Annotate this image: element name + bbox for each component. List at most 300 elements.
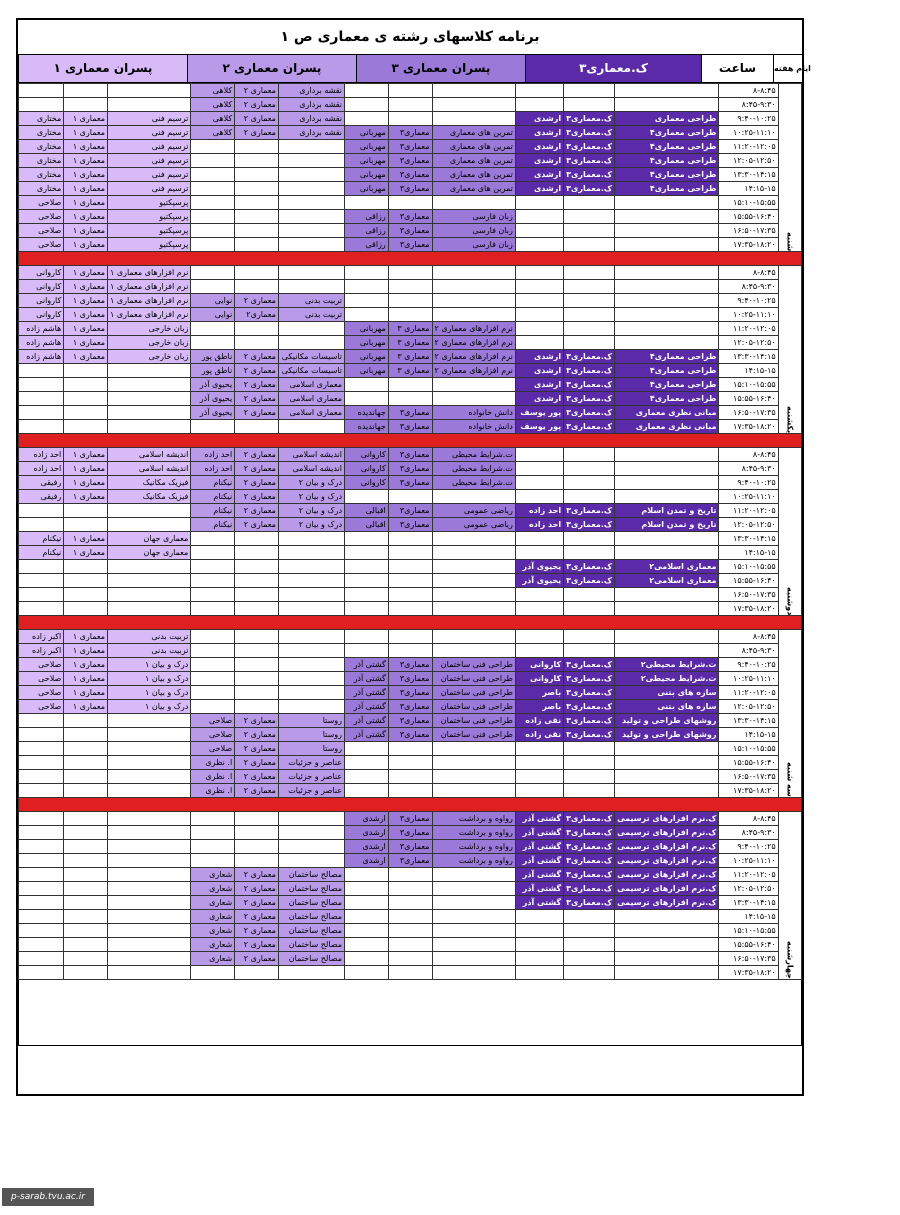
g4-cell: ک.معماری۳ bbox=[564, 574, 615, 588]
g2-cell bbox=[278, 700, 344, 714]
table-row bbox=[19, 168, 802, 182]
g2-cell: معماری اسلامی bbox=[278, 406, 344, 420]
g3-cell: معماری۳ bbox=[388, 182, 432, 196]
g3-cell: گشتی آذر bbox=[345, 714, 389, 728]
g3-cell bbox=[388, 84, 432, 98]
g3-cell bbox=[432, 868, 515, 882]
g3-cell bbox=[388, 378, 432, 392]
g3-cell bbox=[388, 742, 432, 756]
g4-cell bbox=[615, 210, 719, 224]
g1-cell bbox=[19, 896, 64, 910]
time-slot: ۱۳:۳۰-۱۴:۱۵ bbox=[719, 168, 778, 182]
g3-cell bbox=[432, 742, 515, 756]
g3-cell bbox=[345, 952, 389, 966]
g4-cell bbox=[615, 644, 719, 658]
g2-cell: یحیوی آذر bbox=[191, 406, 235, 420]
g4-cell bbox=[615, 784, 719, 798]
g1-cell bbox=[64, 364, 108, 378]
notes-area bbox=[19, 980, 802, 1046]
table-row bbox=[19, 490, 802, 504]
time-slot: ۱۳:۳۰-۱۴:۱۵ bbox=[719, 532, 778, 546]
g4-cell: ک.معماری۳ bbox=[564, 672, 615, 686]
g2-cell bbox=[278, 546, 344, 560]
g3-cell bbox=[432, 98, 515, 112]
g1-cell: معماری ۱ bbox=[64, 490, 108, 504]
g1-cell: پرسپکتیو bbox=[108, 196, 191, 210]
g4-cell bbox=[615, 910, 719, 924]
g4-cell bbox=[564, 952, 615, 966]
g3-cell: نرم افزارهای معماری ۲ bbox=[432, 364, 515, 378]
g2-cell bbox=[235, 658, 279, 672]
g2-cell bbox=[191, 420, 235, 434]
site-watermark: p-sarab.tvu.ac.ir bbox=[2, 1188, 94, 1206]
g4-cell: ک.معماری۳ bbox=[564, 182, 615, 196]
g3-cell bbox=[432, 546, 515, 560]
g2-cell: معماری ۲ bbox=[235, 742, 279, 756]
g2-cell bbox=[235, 644, 279, 658]
g1-cell: صلاحی bbox=[19, 686, 64, 700]
g2-cell bbox=[191, 140, 235, 154]
g3-cell: مهربانی bbox=[345, 168, 389, 182]
time-slot: ۱۳:۳۰-۱۴:۱۵ bbox=[719, 350, 778, 364]
g4-cell bbox=[615, 630, 719, 644]
g2-cell: یحیوی آذر bbox=[191, 378, 235, 392]
table-row bbox=[19, 238, 802, 252]
g3-cell bbox=[345, 588, 389, 602]
g4-cell: ک.معماری۳ bbox=[564, 112, 615, 126]
header-g2: پسران معماری ۲ bbox=[187, 55, 356, 83]
g3-cell: معماری۳ bbox=[388, 518, 432, 532]
g1-cell: معماری ۱ bbox=[64, 350, 108, 364]
g4-cell bbox=[515, 294, 563, 308]
g4-cell: معماری اسلامی۲ bbox=[615, 574, 719, 588]
g2-cell: صلاحی bbox=[191, 742, 235, 756]
g2-cell: معماری ۲ bbox=[235, 112, 279, 126]
time-slot: ۱۷:۳۵-۱۸:۲۰ bbox=[719, 420, 778, 434]
time-slot: ۱۵:۵۵-۱۶:۴۰ bbox=[719, 210, 778, 224]
g3-cell bbox=[432, 882, 515, 896]
table-row bbox=[19, 98, 802, 112]
g3-cell bbox=[432, 644, 515, 658]
g3-cell bbox=[345, 602, 389, 616]
g2-cell bbox=[278, 322, 344, 336]
g2-cell: معماری ۲ bbox=[235, 868, 279, 882]
time-slot: ۱۵:۵۵-۱۶:۴۰ bbox=[719, 574, 778, 588]
g3-cell bbox=[345, 770, 389, 784]
header-days: ایام هفته bbox=[773, 55, 802, 83]
g3-cell bbox=[388, 588, 432, 602]
g2-cell: شعاری bbox=[191, 896, 235, 910]
time-slot: ۱۶:۵۰-۱۷:۳۵ bbox=[719, 770, 778, 784]
g4-cell bbox=[515, 756, 563, 770]
g3-cell: معماری ۳ bbox=[388, 364, 432, 378]
g1-cell bbox=[108, 882, 191, 896]
g1-cell: ترسیم فنی bbox=[108, 140, 191, 154]
g3-cell: معماری۳ bbox=[388, 728, 432, 742]
g1-cell: رفیقی bbox=[19, 476, 64, 490]
g2-cell bbox=[278, 532, 344, 546]
time-slot: ۱۷:۳۵-۱۸:۲۰ bbox=[719, 238, 778, 252]
g1-cell: کاروانی bbox=[19, 294, 64, 308]
g1-cell: احد زاده bbox=[19, 462, 64, 476]
g3-cell: جهاندیده bbox=[345, 406, 389, 420]
g4-cell bbox=[564, 546, 615, 560]
g4-cell bbox=[515, 336, 563, 350]
g2-cell bbox=[278, 238, 344, 252]
g1-cell bbox=[64, 910, 108, 924]
table-row bbox=[19, 728, 802, 742]
g3-cell bbox=[388, 546, 432, 560]
g4-cell bbox=[564, 910, 615, 924]
table-row bbox=[19, 266, 802, 280]
g4-cell: معماری اسلامی۲ bbox=[615, 560, 719, 574]
g2-cell bbox=[191, 602, 235, 616]
g4-cell bbox=[615, 756, 719, 770]
g3-cell: رزاقی bbox=[345, 210, 389, 224]
g3-cell bbox=[432, 294, 515, 308]
g2-cell: مصالح ساختمان bbox=[278, 896, 344, 910]
g3-cell: گشتی آذر bbox=[345, 672, 389, 686]
g4-cell bbox=[564, 756, 615, 770]
time-slot: ۱۵:۱۰-۱۵:۵۵ bbox=[719, 742, 778, 756]
g1-cell bbox=[19, 420, 64, 434]
g2-cell bbox=[191, 224, 235, 238]
g3-cell bbox=[432, 952, 515, 966]
g4-cell bbox=[564, 966, 615, 980]
g4-cell: ک.معماری۳ bbox=[564, 700, 615, 714]
g2-cell bbox=[235, 854, 279, 868]
g2-cell bbox=[278, 812, 344, 826]
time-slot: ۱۳:۳۰-۱۴:۱۵ bbox=[719, 896, 778, 910]
g3-cell bbox=[388, 490, 432, 504]
g2-cell bbox=[278, 182, 344, 196]
time-slot: ۱۴:۱۵-۱۵ bbox=[719, 364, 778, 378]
g3-cell bbox=[432, 266, 515, 280]
g4-cell bbox=[515, 84, 563, 98]
g1-cell bbox=[64, 770, 108, 784]
g1-cell bbox=[64, 882, 108, 896]
g1-cell bbox=[64, 966, 108, 980]
g2-cell bbox=[278, 630, 344, 644]
g4-cell: طراحی معماری۴ bbox=[615, 154, 719, 168]
time-slot: ۱۵:۵۵-۱۶:۴۰ bbox=[719, 392, 778, 406]
g2-cell: معماری ۲ bbox=[235, 84, 279, 98]
g1-cell bbox=[108, 504, 191, 518]
g2-cell bbox=[278, 224, 344, 238]
g4-cell: ک.معماری۳ bbox=[564, 560, 615, 574]
g2-cell: ناطق پور bbox=[191, 350, 235, 364]
g2-cell bbox=[235, 588, 279, 602]
g2-cell bbox=[191, 532, 235, 546]
table-row bbox=[19, 126, 802, 140]
page-title: برنامه کلاسهای رشته ی معماری ص ۱ bbox=[18, 20, 802, 55]
g1-cell: معماری ۱ bbox=[64, 182, 108, 196]
g2-cell bbox=[191, 238, 235, 252]
g1-cell bbox=[64, 378, 108, 392]
table-row bbox=[19, 392, 802, 406]
g4-cell bbox=[564, 476, 615, 490]
day-label: چهارشنبه bbox=[778, 812, 801, 980]
g2-cell: روستا bbox=[278, 742, 344, 756]
g4-cell bbox=[515, 644, 563, 658]
g4-cell bbox=[564, 84, 615, 98]
g2-cell: معماری ۲ bbox=[235, 714, 279, 728]
g3-cell bbox=[345, 112, 389, 126]
g1-cell bbox=[19, 574, 64, 588]
g2-cell: درک و بیان ۲ bbox=[278, 490, 344, 504]
g2-cell: معماری ۲ bbox=[235, 490, 279, 504]
g1-cell: ترسیم فنی bbox=[108, 154, 191, 168]
g1-cell bbox=[19, 98, 64, 112]
g2-cell: نیکنام bbox=[191, 504, 235, 518]
table-row bbox=[19, 532, 802, 546]
g4-cell bbox=[515, 266, 563, 280]
table-row bbox=[19, 854, 802, 868]
g1-cell bbox=[64, 728, 108, 742]
g4-cell bbox=[515, 476, 563, 490]
g3-cell: معماری۳ bbox=[388, 504, 432, 518]
g2-cell bbox=[235, 560, 279, 574]
g1-cell bbox=[64, 518, 108, 532]
g1-cell: کاروانی bbox=[19, 266, 64, 280]
table-row bbox=[19, 210, 802, 224]
g2-cell: نوایی bbox=[191, 294, 235, 308]
time-slot: ۱۶:۵۰-۱۷:۳۵ bbox=[719, 406, 778, 420]
g1-cell bbox=[64, 84, 108, 98]
g4-cell bbox=[515, 210, 563, 224]
g1-cell bbox=[19, 518, 64, 532]
g3-cell bbox=[388, 644, 432, 658]
table-row bbox=[19, 336, 802, 350]
g4-cell: ک.نرم افزارهای ترسیمی bbox=[615, 826, 719, 840]
time-slot: ۱۲:۰۵-۱۲:۵۰ bbox=[719, 882, 778, 896]
g4-cell: طراحی معماری۴ bbox=[615, 126, 719, 140]
g4-cell: پور یوسف bbox=[515, 406, 563, 420]
g4-cell: باصر bbox=[515, 686, 563, 700]
g3-cell bbox=[345, 560, 389, 574]
g4-cell: ارشدی bbox=[515, 140, 563, 154]
g1-cell bbox=[108, 588, 191, 602]
table-row bbox=[19, 588, 802, 602]
g2-cell: معماری ۲ bbox=[235, 378, 279, 392]
g3-cell: معماری ۳ bbox=[388, 322, 432, 336]
g4-cell bbox=[564, 294, 615, 308]
g2-cell bbox=[191, 588, 235, 602]
g2-cell: درک و بیان ۲ bbox=[278, 518, 344, 532]
g1-cell bbox=[19, 728, 64, 742]
time-slot: ۱۰:۲۵-۱۱:۱۰ bbox=[719, 490, 778, 504]
day-separator bbox=[19, 252, 802, 266]
time-slot: ۱۵:۱۰-۱۵:۵۵ bbox=[719, 560, 778, 574]
g4-cell bbox=[564, 784, 615, 798]
table-row bbox=[19, 504, 802, 518]
g1-cell bbox=[19, 938, 64, 952]
g4-cell bbox=[615, 448, 719, 462]
time-slot: ۸-۸:۴۵ bbox=[719, 812, 778, 826]
table-row bbox=[19, 182, 802, 196]
g3-cell bbox=[432, 308, 515, 322]
time-slot: ۱۵:۵۵-۱۶:۴۰ bbox=[719, 938, 778, 952]
g2-cell bbox=[235, 168, 279, 182]
g2-cell: مصالح ساختمان bbox=[278, 952, 344, 966]
g3-cell bbox=[432, 560, 515, 574]
g4-cell bbox=[564, 266, 615, 280]
g2-cell: مصالح ساختمان bbox=[278, 910, 344, 924]
g3-cell: معماری۳ bbox=[388, 210, 432, 224]
g1-cell bbox=[64, 588, 108, 602]
table-row bbox=[19, 112, 802, 126]
g4-cell: احد زاده bbox=[515, 518, 563, 532]
g2-cell bbox=[235, 812, 279, 826]
g2-cell: یحیوی آذر bbox=[191, 392, 235, 406]
g3-cell: ت.شرایط محیطی bbox=[432, 448, 515, 462]
g2-cell bbox=[191, 196, 235, 210]
g1-cell: فیزیک مکانیک bbox=[108, 476, 191, 490]
g2-cell: ا. نظری bbox=[191, 756, 235, 770]
g4-cell: ک.نرم افزارهای ترسیمی bbox=[615, 868, 719, 882]
g4-cell: روشهای طراحی و تولید bbox=[615, 728, 719, 742]
g3-cell bbox=[432, 392, 515, 406]
g1-cell bbox=[19, 784, 64, 798]
g4-cell: ک.معماری۳ bbox=[564, 350, 615, 364]
g2-cell bbox=[235, 574, 279, 588]
g2-cell: شعاری bbox=[191, 938, 235, 952]
g3-cell: گشتی آذر bbox=[345, 658, 389, 672]
time-slot: ۱۷:۳۵-۱۸:۲۰ bbox=[719, 602, 778, 616]
g2-cell bbox=[278, 196, 344, 210]
g3-cell: معماری۳ bbox=[388, 826, 432, 840]
time-slot: ۱۴:۱۵-۱۵ bbox=[719, 182, 778, 196]
g1-cell: معماری ۱ bbox=[64, 546, 108, 560]
g3-cell bbox=[345, 868, 389, 882]
g3-cell: تمرین های معماری bbox=[432, 140, 515, 154]
g1-cell bbox=[19, 756, 64, 770]
g2-cell bbox=[235, 140, 279, 154]
g2-cell bbox=[235, 686, 279, 700]
g3-cell: کاروانی bbox=[345, 476, 389, 490]
g2-cell bbox=[235, 546, 279, 560]
g4-cell bbox=[515, 630, 563, 644]
g1-cell bbox=[64, 784, 108, 798]
g4-cell: ارشدی bbox=[515, 126, 563, 140]
g1-cell bbox=[19, 742, 64, 756]
g3-cell: رواوه و برداشت bbox=[432, 854, 515, 868]
g3-cell bbox=[345, 644, 389, 658]
g4-cell: طراحی معماری۴ bbox=[615, 378, 719, 392]
g2-cell bbox=[235, 826, 279, 840]
g4-cell bbox=[564, 224, 615, 238]
g3-cell bbox=[345, 546, 389, 560]
day-label: یکشنبه bbox=[778, 266, 801, 434]
g3-cell: زبان فارسی bbox=[432, 224, 515, 238]
g1-cell: نیکنام bbox=[19, 532, 64, 546]
time-slot: ۹:۴۰-۱۰:۲۵ bbox=[719, 476, 778, 490]
g3-cell bbox=[345, 742, 389, 756]
table-row bbox=[19, 350, 802, 364]
time-slot: ۹:۴۰-۱۰:۲۵ bbox=[719, 840, 778, 854]
g4-cell: ارشدی bbox=[515, 182, 563, 196]
g1-cell: معماری ۱ bbox=[64, 476, 108, 490]
g1-cell bbox=[108, 392, 191, 406]
g2-cell: مصالح ساختمان bbox=[278, 924, 344, 938]
g1-cell: مختاری bbox=[19, 168, 64, 182]
g3-cell: معماری۳ bbox=[388, 462, 432, 476]
g4-cell: ک.معماری۳ bbox=[564, 812, 615, 826]
g2-cell: معماری ۲ bbox=[235, 910, 279, 924]
table-row bbox=[19, 924, 802, 938]
g4-cell bbox=[615, 336, 719, 350]
g2-cell: معماری ۲ bbox=[235, 126, 279, 140]
g1-cell bbox=[108, 518, 191, 532]
g2-cell bbox=[278, 826, 344, 840]
g3-cell: کاروانی bbox=[345, 448, 389, 462]
g3-cell: رواوه و برداشت bbox=[432, 840, 515, 854]
g4-cell bbox=[515, 98, 563, 112]
g2-cell: معماری ۲ bbox=[235, 756, 279, 770]
g4-cell bbox=[515, 910, 563, 924]
g4-cell: ک.معماری۳ bbox=[564, 364, 615, 378]
g1-cell: رفیقی bbox=[19, 490, 64, 504]
g2-cell bbox=[191, 336, 235, 350]
g1-cell: نرم افزارهای معماری ۱ bbox=[108, 294, 191, 308]
g3-cell bbox=[388, 112, 432, 126]
g3-cell: ارشدی bbox=[345, 812, 389, 826]
g3-cell: طراحی فنی ساختمان bbox=[432, 714, 515, 728]
g1-cell bbox=[108, 784, 191, 798]
g4-cell bbox=[515, 280, 563, 294]
g1-cell: درک و بیان ۱ bbox=[108, 686, 191, 700]
g2-cell: معماری ۲ bbox=[235, 770, 279, 784]
g4-cell: ک.معماری۳ bbox=[564, 896, 615, 910]
g4-cell bbox=[615, 224, 719, 238]
g1-cell bbox=[64, 854, 108, 868]
time-slot: ۸:۴۵-۹:۳۰ bbox=[719, 98, 778, 112]
g2-cell bbox=[191, 546, 235, 560]
g3-cell bbox=[345, 392, 389, 406]
g2-cell: شعاری bbox=[191, 910, 235, 924]
g4-cell: ک.معماری۳ bbox=[564, 168, 615, 182]
g1-cell: صلاحی bbox=[19, 238, 64, 252]
g4-cell bbox=[564, 588, 615, 602]
g2-cell bbox=[191, 672, 235, 686]
g2-cell bbox=[191, 700, 235, 714]
g3-cell bbox=[432, 196, 515, 210]
g4-cell bbox=[615, 322, 719, 336]
g3-cell: معماری۳ bbox=[388, 476, 432, 490]
g2-cell bbox=[278, 420, 344, 434]
g2-cell: ا. نظری bbox=[191, 784, 235, 798]
g2-cell: کلاهی bbox=[191, 98, 235, 112]
g1-cell bbox=[19, 714, 64, 728]
g1-cell bbox=[108, 364, 191, 378]
table-row bbox=[19, 378, 802, 392]
time-slot: ۸:۴۵-۹:۳۰ bbox=[719, 280, 778, 294]
g3-cell: ارشدی bbox=[345, 826, 389, 840]
g1-cell bbox=[19, 406, 64, 420]
g4-cell: ارشدی bbox=[515, 154, 563, 168]
g4-cell bbox=[564, 196, 615, 210]
g4-cell: طراحی معماری۴ bbox=[615, 392, 719, 406]
g2-cell bbox=[235, 966, 279, 980]
g3-cell: ت.شرایط محیطی bbox=[432, 476, 515, 490]
g2-cell: معماری ۲ bbox=[235, 294, 279, 308]
g1-cell bbox=[108, 406, 191, 420]
g1-cell bbox=[64, 574, 108, 588]
g4-cell bbox=[564, 532, 615, 546]
g4-cell: ک.معماری۳ bbox=[564, 658, 615, 672]
g2-cell bbox=[235, 182, 279, 196]
g3-cell: گشتی آذر bbox=[345, 728, 389, 742]
